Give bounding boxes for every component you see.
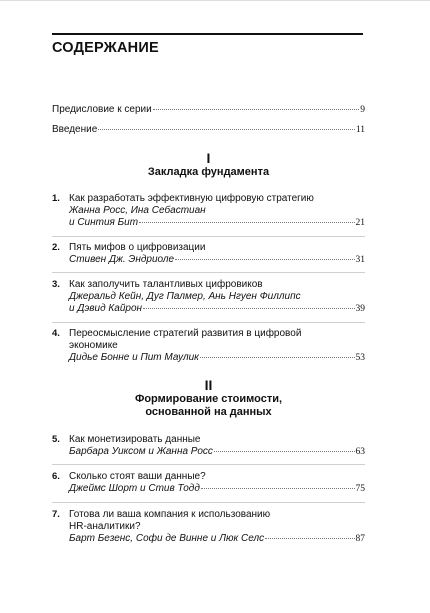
page-title: СОДЕРЖАНИЕ bbox=[52, 40, 159, 56]
chapter-authors: Жанна Росс, Ина Себастиан bbox=[69, 205, 206, 216]
chapter-authors: Джеймс Шорт и Стив Тодд bbox=[69, 483, 200, 494]
chapter-title: Сколько стоят ваши данные? bbox=[69, 471, 206, 482]
dot-leader bbox=[175, 259, 354, 260]
chapter-entry-7[interactable] bbox=[52, 509, 365, 545]
toc-entry-preface[interactable] bbox=[52, 104, 365, 116]
dot-leader bbox=[265, 538, 354, 539]
entry-divider bbox=[52, 272, 365, 273]
chapter-number: 7. bbox=[52, 509, 60, 520]
part-title: Формирование стоимости, bbox=[134, 393, 283, 405]
chapter-title: HR-аналитики? bbox=[69, 521, 141, 532]
chapter-authors: и Дэвид Кайрон bbox=[69, 303, 143, 314]
chapter-authors: Дидье Бонне и Пит Маулик bbox=[69, 352, 199, 363]
dot-leader bbox=[153, 109, 360, 110]
chapter-number: 2. bbox=[52, 242, 60, 253]
part-title: Закладка фундамента bbox=[147, 166, 270, 178]
page-number: 21 bbox=[355, 218, 365, 228]
chapter-title: Как монетизировать данные bbox=[69, 434, 201, 445]
page-number: 31 bbox=[355, 255, 365, 265]
part-heading-1 bbox=[52, 150, 365, 179]
page-number: 53 bbox=[355, 353, 365, 363]
page-number: 9 bbox=[360, 105, 365, 115]
toc-entry-introduction[interactable] bbox=[52, 124, 365, 136]
part-heading-2 bbox=[52, 377, 365, 419]
chapter-number: 6. bbox=[52, 471, 60, 482]
chapter-number: 1. bbox=[52, 193, 60, 204]
chapter-entry-1[interactable] bbox=[52, 193, 365, 229]
toc-entry-label: Предисловие к серии bbox=[52, 104, 152, 115]
chapter-number: 4. bbox=[52, 328, 60, 339]
entry-divider bbox=[52, 464, 365, 465]
page-number: 39 bbox=[355, 304, 365, 314]
chapter-entry-6[interactable] bbox=[52, 471, 365, 495]
part-title: основанной на данных bbox=[145, 406, 272, 418]
dot-leader bbox=[143, 308, 354, 309]
page-number: 87 bbox=[355, 534, 365, 544]
chapter-entry-3[interactable] bbox=[52, 279, 365, 315]
dot-leader bbox=[98, 129, 355, 130]
chapter-title: Готова ли ваша компания к использованию bbox=[69, 509, 271, 520]
chapter-title: Как заполучить талантливых цифровиков bbox=[69, 279, 263, 290]
page-number: 75 bbox=[355, 484, 365, 494]
chapter-entry-4[interactable] bbox=[52, 328, 365, 364]
part-number: I bbox=[206, 150, 211, 166]
entry-divider bbox=[52, 236, 365, 237]
chapter-authors: Джеральд Кейн, Дуг Палмер, Ань Нгуен Филлипс bbox=[69, 291, 301, 302]
chapter-number: 5. bbox=[52, 434, 60, 445]
chapter-authors: Барбара Уиксом и Жанна Росс bbox=[69, 446, 213, 457]
chapter-entry-5[interactable] bbox=[52, 434, 365, 458]
page-number: 63 bbox=[355, 447, 365, 457]
chapter-authors: Стивен Дж. Эндриоле bbox=[69, 254, 175, 265]
title-rule bbox=[52, 33, 363, 35]
chapter-title: Как разработать эффективную цифровую стратегию bbox=[69, 193, 314, 204]
chapter-title: экономике bbox=[69, 340, 118, 351]
toc-entry-label: Введение bbox=[52, 124, 98, 135]
chapter-entry-2[interactable] bbox=[52, 242, 365, 266]
chapter-number: 3. bbox=[52, 279, 60, 290]
dot-leader bbox=[139, 222, 354, 223]
chapter-authors: Барт Безенс, Софи де Винне и Люк Селс bbox=[69, 533, 265, 544]
part-number: II bbox=[204, 377, 213, 393]
dot-leader bbox=[201, 488, 355, 489]
page-number: 11 bbox=[355, 125, 365, 135]
entry-divider bbox=[52, 322, 365, 323]
dot-leader bbox=[200, 357, 355, 358]
chapter-title: Переосмысление стратегий развития в цифровой bbox=[69, 328, 302, 339]
dot-leader bbox=[214, 451, 355, 452]
chapter-authors: и Синтия Бит bbox=[69, 217, 139, 228]
entry-divider bbox=[52, 502, 365, 503]
chapter-title: Пять мифов о цифровизации bbox=[69, 242, 206, 253]
